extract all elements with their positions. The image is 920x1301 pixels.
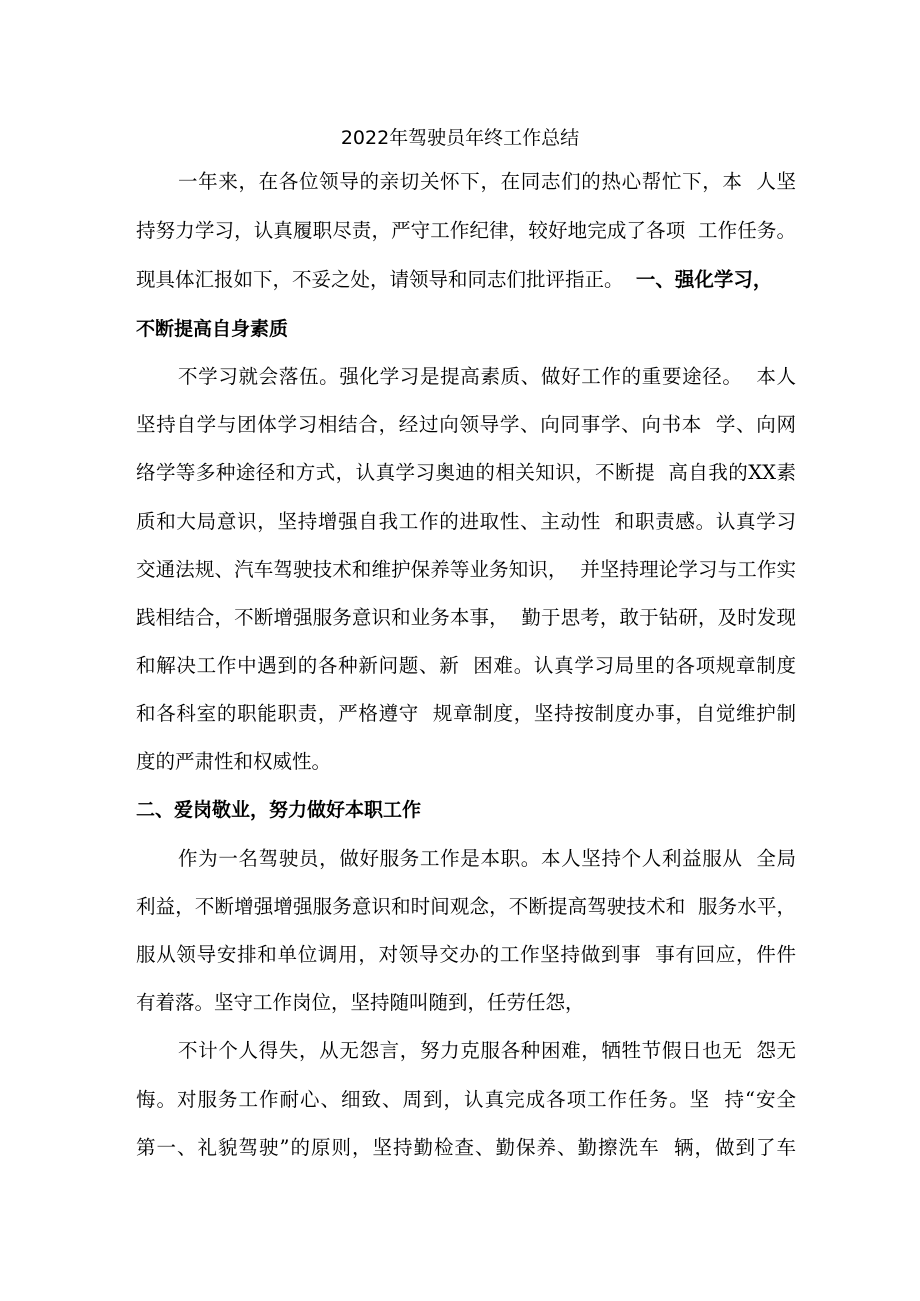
document-title: 2022年驾驶员年终工作总结	[340, 127, 580, 149]
paragraph-line: 和解决工作中遇到的各种新问题、新 困难。认真学习局里的各项规章制度	[136, 654, 796, 677]
paragraph-line: 和各科室的职能职责，严格遵守 规章制度，坚持按制度办事，自觉维护制	[136, 702, 796, 725]
paragraph-line: 交通法规、汽车驾驶技术和维护保养等业务知识， 并坚持理论学习与工作实	[136, 558, 796, 581]
paragraph-line: 质和大局意识，坚持增强自我工作的进取性、主动性 和职责感。认真学习	[136, 510, 796, 533]
paragraph-line: 坚持自学与团体学习相结合，经过向领导学、向同事学、向书本 学、向网	[136, 413, 796, 436]
paragraph-line: 践相结合，不断增强服务意识和业务本事， 勤于思考，敢于钻研，及时发现	[136, 606, 796, 629]
paragraph-line: 悔。对服务工作耐心、细致、周到，认真完成各项工作任务。坚 持“安全	[136, 1088, 796, 1111]
intro-text: 现具体汇报如下，不妥之处，请领导和同志们批评指正。	[136, 268, 636, 291]
paragraph-line: 利益，不断增强增强服务意识和时间观念，不断提高驾驶技术和 服务水平，	[136, 895, 796, 918]
paragraph-line: 第一、礼貌驾驶”的原则，坚持勤检查、勤保养、勤擦洗车 辆，做到了车	[136, 1136, 796, 1159]
paragraph-line: 持努力学习，认真履职尽责，严守工作纪律，较好地完成了各项 工作任务。	[136, 219, 796, 242]
paragraph-line: 有着落。坚守工作岗位，坚持随叫随到，任劳任怨，	[136, 991, 585, 1014]
paragraph-line: 不计个人得失，从无怨言，努力克服各种困难，牺牲节假日也无 怨无	[178, 1039, 796, 1062]
section-heading: 二、爱岗敬业，努力做好本职工作	[136, 799, 422, 821]
paragraph-line: 络学等多种途径和方式，认真学习奥迪的相关知识，不断提 高自我的XX素	[136, 461, 796, 484]
paragraph-line	[136, 266, 796, 294]
paragraph-line: 服从领导安排和单位调用，对领导交办的工作坚持做到事 事有回应，件件	[136, 943, 796, 966]
section-heading: 不断提高自身素质	[136, 318, 289, 340]
paragraph-line: 作为一名驾驶员，做好服务工作是本职。本人坚持个人利益服从 全局	[178, 847, 796, 870]
paragraph-line: 度的严肃性和权威性。	[136, 750, 332, 773]
section-heading: 一、强化学习，	[635, 268, 773, 291]
paragraph-line: 一年来，在各位领导的亲切关怀下，在同志们的热心帮忙下，本 人坚	[178, 170, 796, 193]
paragraph-line: 不学习就会落伍。强化学习是提高素质、做好工作的重要途径。 本人	[178, 365, 796, 388]
